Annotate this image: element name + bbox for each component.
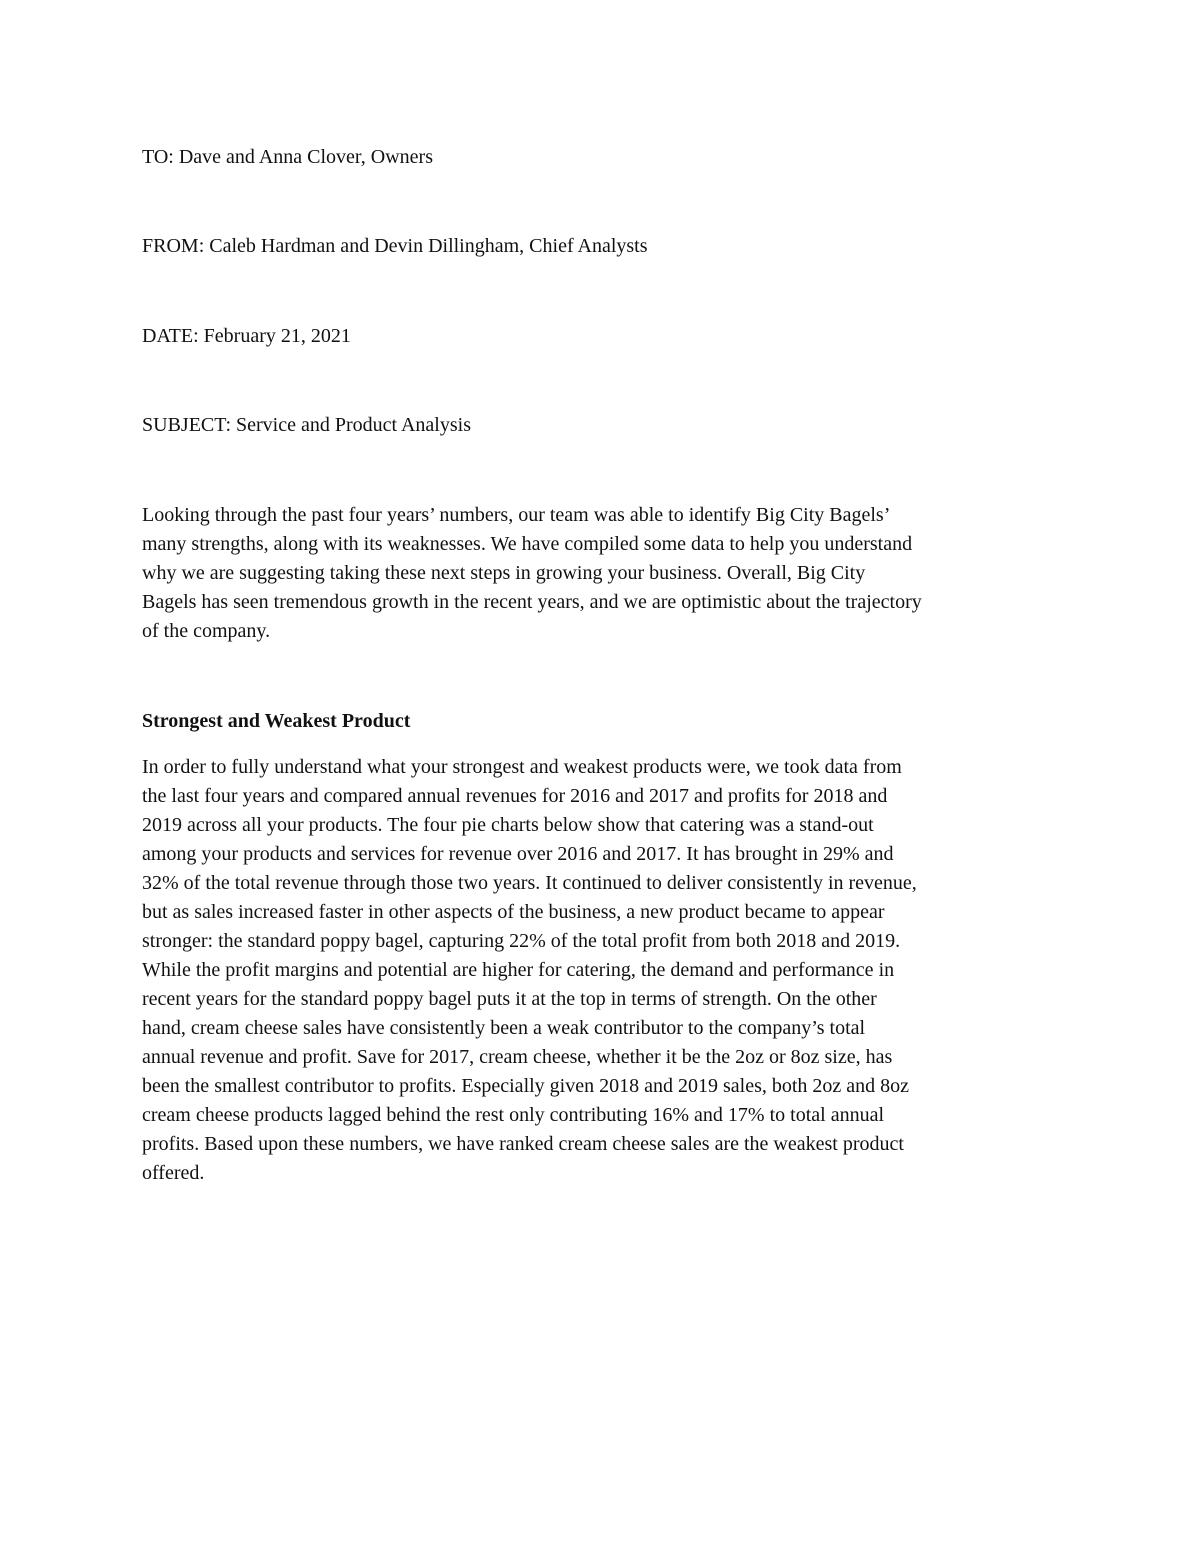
section-line: but as sales increased faster in other aspects of the business, a new product became to appear — [142, 901, 885, 923]
intro-line: Looking through the past four years’ numbers, our team was able to identify Big City Bagels’ — [142, 504, 891, 526]
section-line: hand, cream cheese sales have consistently been a weak contributor to the company’s total — [142, 1017, 866, 1039]
section-line: annual revenue and profit. Save for 2017, cream cheese, whether it be the 2oz or 8oz size, has — [142, 1046, 893, 1068]
intro-line: of the company. — [142, 620, 271, 642]
section-line: profits. Based upon these numbers, we have ranked cream cheese sales are the weakest product — [142, 1133, 904, 1155]
section-line: recent years for the standard poppy bagel puts it at the top in terms of strength. On the other — [142, 988, 877, 1010]
memo-subject: SUBJECT: Service and Product Analysis — [142, 414, 471, 436]
section-line: among your products and services for revenue over 2016 and 2017. It has brought in 29% and — [142, 843, 894, 865]
section-paragraph — [142, 753, 1062, 1188]
memo-to: TO: Dave and Anna Clover, Owners — [142, 146, 433, 168]
intro-line: many strengths, along with its weaknesses. We have compiled some data to help you understand — [142, 533, 913, 555]
memo-date: DATE: February 21, 2021 — [142, 325, 351, 347]
intro-line: Bagels has seen tremendous growth in the recent years, and we are optimistic about the trajectory — [142, 591, 922, 613]
section-line: 2019 across all your products. The four pie charts below show that catering was a stand-out — [142, 814, 874, 836]
section-line: cream cheese products lagged behind the rest only contributing 16% and 17% to total annual — [142, 1104, 885, 1126]
intro-paragraph — [142, 501, 1062, 646]
memo-from: FROM: Caleb Hardman and Devin Dillingham, Chief Analysts — [142, 235, 648, 257]
section-line: been the smallest contributor to profits. Especially given 2018 and 2019 sales, both 2oz and 8oz — [142, 1075, 910, 1097]
intro-line: why we are suggesting taking these next steps in growing your business. Overall, Big City — [142, 562, 866, 584]
section-line: In order to fully understand what your strongest and weakest products were, we took data from — [142, 756, 902, 778]
section-line: the last four years and compared annual revenues for 2016 and 2017 and profits for 2018 and — [142, 785, 888, 807]
section-line: stronger: the standard poppy bagel, capturing 22% of the total profit from both 2018 and 2019. — [142, 930, 901, 952]
section-line: While the profit margins and potential are higher for catering, the demand and performance in — [142, 959, 895, 981]
section-line: offered. — [142, 1162, 205, 1184]
section-heading: Strongest and Weakest Product — [142, 710, 411, 732]
section-line: 32% of the total revenue through those two years. It continued to deliver consistently in revenue, — [142, 872, 917, 894]
